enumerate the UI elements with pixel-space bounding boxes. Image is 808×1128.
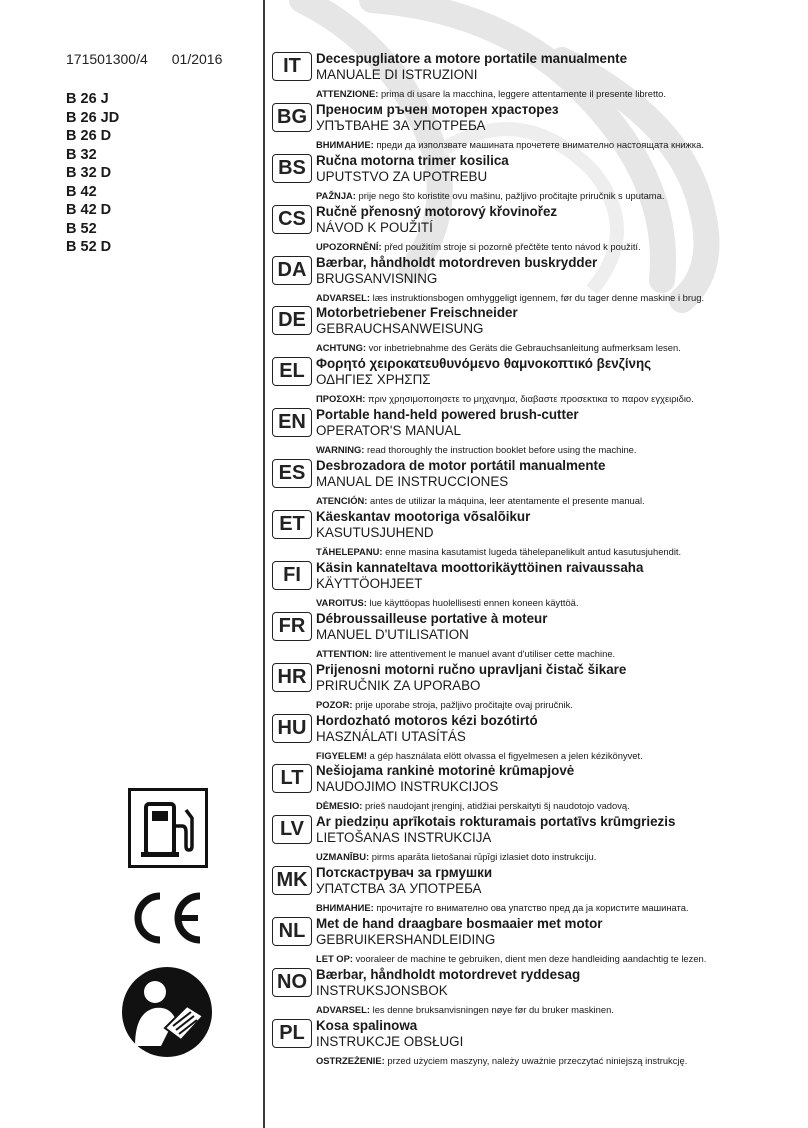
language-code-badge: ES xyxy=(272,459,312,488)
warning-label: DĖMESIO: xyxy=(316,800,363,812)
manual-title: УПЪТВАНЕ ЗА УПОТРЕБА xyxy=(316,117,486,133)
language-code-badge: DA xyxy=(272,256,312,285)
manual-title: MANUEL D'UTILISATION xyxy=(316,626,469,642)
warning-label: ВНИМАНИЕ: xyxy=(316,902,374,914)
model-item: B 32 xyxy=(66,146,97,163)
warning-line xyxy=(316,1055,687,1067)
language-section-lv xyxy=(272,815,802,866)
warning-line xyxy=(316,1004,614,1016)
manual-title: HASZNÁLATI UTASÍTÁS xyxy=(316,728,466,744)
warning-text: a gép használata elött olvassa el figyelmesen a jelen kézikönyvet. xyxy=(369,749,643,761)
warning-line xyxy=(316,241,641,253)
warning-line xyxy=(316,495,645,507)
warning-line xyxy=(316,800,630,812)
warning-text: læs instruktionsbogen omhyggeligt igennem, før du tager denne maskine i brug. xyxy=(372,291,705,303)
warning-text: antes de utilizar la máquina, leer atentamente el presente manual. xyxy=(370,495,645,507)
warning-label: TÄHELEPANU: xyxy=(316,546,383,558)
manual-title: UPUTSTVO ZA UPOTREBU xyxy=(316,168,488,184)
product-title: Φορητό χειροκατευθυνόμενο θαμνοκοπτικό βενζίνης xyxy=(316,356,652,372)
warning-text: prije uporabe stroja, pažljivo pročitajte ovaj priručnik. xyxy=(355,698,573,710)
language-section-hu xyxy=(272,714,802,765)
product-title: Bærbar, håndholdt motordrevet ryddesag xyxy=(316,967,581,983)
warning-label: WARNING: xyxy=(316,444,365,456)
language-code-badge: MK xyxy=(272,866,312,895)
warning-label: ВНИМАНИЕ: xyxy=(316,138,374,150)
warning-label: FIGYELEM! xyxy=(316,749,368,761)
warning-label: ADVARSEL: xyxy=(316,291,370,303)
model-item: B 52 xyxy=(66,220,97,237)
warning-line xyxy=(316,342,681,354)
product-title: Bærbar, håndholdt motordreven buskrydder xyxy=(316,254,598,270)
manual-title: УПАТСТВА ЗА УПОТРЕБА xyxy=(316,881,482,897)
divider-line xyxy=(263,0,265,1128)
warning-text: lue käyttöopas huolellisesti ennen koneen käyttöä. xyxy=(369,596,579,608)
model-item: B 52 D xyxy=(66,239,112,255)
manual-title: BRUGSANVISNING xyxy=(316,270,438,286)
warning-text: vooraleer de machine te gebruiken, dient men deze handleiding aandachtig te lezen. xyxy=(355,953,707,965)
language-section-mk xyxy=(272,866,802,917)
manual-title: GEBRAUCHSANWEISUNG xyxy=(316,321,484,337)
language-code-badge: BS xyxy=(272,154,312,183)
manual-title: OPERATOR'S MANUAL xyxy=(316,423,461,439)
language-code-badge: HR xyxy=(272,663,312,692)
product-title: Prijenosni motorni ručno upravljani čistač šikare xyxy=(316,661,627,677)
product-title: Nešiojama rankinė motorinė krūmapjovė xyxy=(316,763,575,779)
model-list xyxy=(66,90,119,257)
warning-text: les denne bruksanvisningen nøye før du bruker maskinen. xyxy=(372,1004,614,1016)
warning-line xyxy=(316,699,573,711)
warning-line xyxy=(316,597,578,609)
warning-text: πριν χρησιμοποιησετε το μηχανημα, διαβαστε προσεκτικα το παρον εγχειριδιο. xyxy=(368,393,694,405)
warning-line xyxy=(316,902,689,914)
warning-line xyxy=(316,750,643,762)
language-code-badge: EN xyxy=(272,408,312,437)
part-number: 171501300/4 xyxy=(66,51,148,67)
warning-line xyxy=(316,393,694,405)
language-section-de xyxy=(272,306,802,357)
warning-text: przed użyciem maszyny, należy uważnie przeczytać niniejszą instrukcję. xyxy=(387,1054,688,1066)
language-code-badge: LT xyxy=(272,764,312,793)
warning-label: ADVARSEL: xyxy=(316,1004,370,1016)
warning-text: před použitím stroje si pozorně přečtěte tento návod k použití. xyxy=(384,240,641,252)
warning-label: ΠΡΟΣΟΧΗ: xyxy=(316,393,366,405)
warning-text: prije nego što koristite ovu mašinu, pažljivo pročitajte priručnik s uputama. xyxy=(358,189,665,201)
warning-label: POZOR: xyxy=(316,698,353,710)
model-item: B 26 JD xyxy=(66,109,120,126)
warning-text: prieš naudojant įrenginį, atidžiai perskaityti šį naudotojo vadovą. xyxy=(364,800,630,812)
language-code-badge: NO xyxy=(272,968,312,997)
warning-text: прочитајте го внимателно ова упатство пред да ја користите машината. xyxy=(376,902,689,914)
language-code-badge: DE xyxy=(272,306,312,335)
product-title: Hordozható motoros kézi bozótirtó xyxy=(316,712,538,728)
product-title: Portable hand-held powered brush-cutter xyxy=(316,407,579,423)
manual-title: ΟΔΗΓΙΕΣ ΧΡΗΣΠΣ xyxy=(316,372,431,388)
warning-label: LET OP: xyxy=(316,953,353,965)
language-section-fi xyxy=(272,561,802,612)
warning-label: UZMANĪBU: xyxy=(316,851,370,863)
warning-text: read thoroughly the instruction booklet before using the machine. xyxy=(367,444,637,456)
language-section-it xyxy=(272,52,802,103)
language-section-hr xyxy=(272,663,802,714)
language-code-badge: PL xyxy=(272,1019,312,1048)
warning-line xyxy=(316,444,637,456)
warning-line xyxy=(316,648,615,660)
warning-line xyxy=(316,546,681,558)
language-code-badge: FR xyxy=(272,612,312,641)
warning-text: vor inbetriebnahme des Geräts die Gebrauchsanleitung aufmerksam lesen. xyxy=(368,342,681,354)
warning-label: UPOZORNĚNÍ: xyxy=(316,240,382,252)
product-title: Decespugliatore a motore portatile manualmente xyxy=(316,51,628,66)
model-item: B 42 xyxy=(66,183,97,200)
product-title: Потскаструвач за грмушки xyxy=(316,865,493,881)
warning-text: prima di usare la macchina, leggere attentamente il presente libretto. xyxy=(380,88,666,99)
manual-title: LIETOŠANAS INSTRUKCIJA xyxy=(316,830,492,846)
product-title: Преносим ръчен моторен храсторез xyxy=(316,101,559,117)
language-code-badge: CS xyxy=(272,205,312,234)
language-code-badge: ET xyxy=(272,510,312,539)
language-code-badge: NL xyxy=(272,917,312,946)
warning-line xyxy=(316,953,706,965)
product-title: Kosa spalinowa xyxy=(316,1017,418,1033)
manual-title: MANUALE DI ISTRUZIONI xyxy=(316,67,478,82)
language-section-pl xyxy=(272,1019,802,1070)
edition-date: 01/2016 xyxy=(171,51,223,67)
language-code-badge: IT xyxy=(272,52,312,81)
language-section-nl xyxy=(272,917,802,968)
language-code-badge: EL xyxy=(272,357,312,386)
product-title: Käeskantav mootoriga võsalõikur xyxy=(316,509,531,525)
warning-text: pirms aparāta lietošanai rūpīgi izlasiet doto instrukciju. xyxy=(371,851,597,863)
product-title: Käsin kannateltava moottorikäyttöinen raivaussaha xyxy=(316,559,644,575)
product-title: Ručna motorna trimer kosilica xyxy=(316,152,509,168)
warning-line xyxy=(316,851,596,863)
product-title: Débroussailleuse portative à moteur xyxy=(316,610,548,626)
language-section-da xyxy=(272,256,802,307)
ce-mark-icon xyxy=(126,890,206,946)
warning-text: преди да използвате машината прочетете внимателно настоящата книжка. xyxy=(376,138,704,150)
language-section-cs xyxy=(272,205,802,256)
warning-line xyxy=(316,190,664,202)
manual-title: MANUAL DE INSTRUCCIONES xyxy=(316,474,509,490)
document-code xyxy=(66,51,222,67)
warning-line xyxy=(316,139,704,151)
language-code-badge: BG xyxy=(272,103,312,132)
manual-title: KASUTUSJUHEND xyxy=(316,525,434,541)
manual-title: INSTRUKCJE OBSŁUGI xyxy=(316,1033,464,1049)
warning-label: ATENCIÓN: xyxy=(316,495,368,507)
warning-text: enne masina kasutamist lugeda tähelepanelikult antud kasutusjuhendit. xyxy=(385,546,682,558)
language-section-lt xyxy=(272,764,802,815)
model-item: B 26 D xyxy=(66,128,112,144)
language-section-et xyxy=(272,510,802,561)
product-title: Ar piedziņu aprīkotais rokturamais portatīvs krūmgriezis xyxy=(316,814,676,830)
manual-title: GEBRUIKERSHANDLEIDING xyxy=(316,932,496,948)
language-list xyxy=(272,52,802,1070)
warning-line xyxy=(316,292,704,304)
warning-label: VAROITUS: xyxy=(316,596,367,608)
language-section-bs xyxy=(272,154,802,205)
language-code-badge: FI xyxy=(272,561,312,590)
language-section-fr xyxy=(272,612,802,663)
model-item: B 26 J xyxy=(66,91,109,107)
warning-label: ACHTUNG: xyxy=(316,342,366,354)
manual-title: KÄYTTÖOHJEET xyxy=(316,575,423,591)
fuel-pump-icon xyxy=(128,788,208,868)
warning-label: OSTRZEŻENIE: xyxy=(316,1054,385,1066)
warning-label: ATTENZIONE: xyxy=(316,88,379,99)
warning-label: PAŽNJA: xyxy=(316,189,356,201)
product-title: Desbrozadora de motor portátil manualmente xyxy=(316,458,606,474)
language-code-badge: LV xyxy=(272,815,312,844)
manual-title: NÁVOD K POUŽITÍ xyxy=(316,219,433,235)
warning-label: ATTENTION: xyxy=(316,647,373,659)
product-title: Met de hand draagbare bosmaaier met motor xyxy=(316,916,603,932)
language-section-no xyxy=(272,968,802,1019)
model-item: B 42 D xyxy=(66,202,112,218)
read-manual-icon xyxy=(121,966,213,1058)
manual-title: NAUDOJIMO INSTRUKCIJOS xyxy=(316,779,499,795)
product-title: Ručně přenosný motorový křovinořez xyxy=(316,203,558,219)
language-section-en xyxy=(272,408,802,459)
warning-line xyxy=(316,88,666,100)
warning-text: lire attentivement le manuel avant d'utiliser cette machine. xyxy=(374,647,616,659)
manual-title: PRIRUČNIK ZA UPORABO xyxy=(316,677,481,693)
language-section-bg xyxy=(272,103,802,154)
language-code-badge: HU xyxy=(272,714,312,743)
product-title: Motorbetriebener Freischneider xyxy=(316,305,518,321)
model-item: B 32 D xyxy=(66,165,112,181)
language-section-el xyxy=(272,357,802,408)
language-section-es xyxy=(272,459,802,510)
manual-title: INSTRUKSJONSBOK xyxy=(316,983,448,999)
